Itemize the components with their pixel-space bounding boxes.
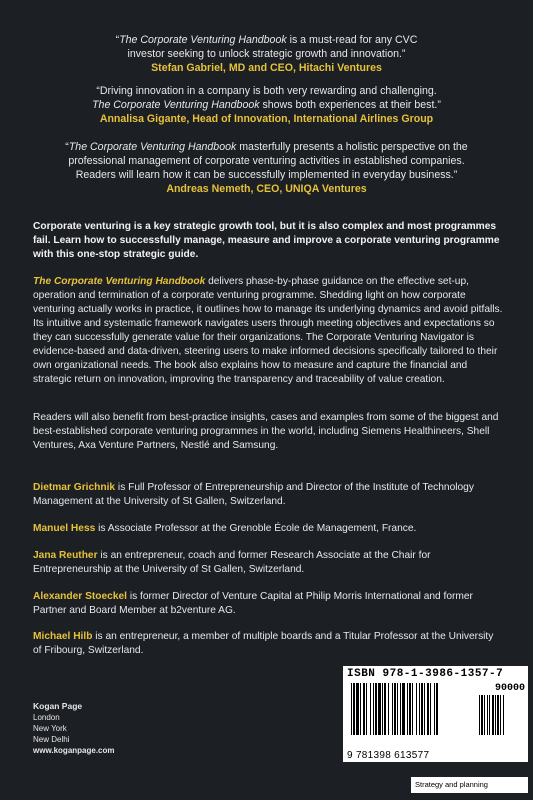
description-book-title: The Corporate Venturing Handbook <box>33 276 206 287</box>
subject-label: Strategy and planning <box>411 777 528 793</box>
quote-3-text-c: Readers will learn how it can be successfully implemented in everyday business.” <box>75 169 458 181</box>
author-bio-text: is former Director of Venture Capital at Philip Morris International and former Partner and Board Member at b2venture AG. <box>33 591 473 616</box>
quote-3-attribution: Andreas Nemeth, CEO, UNIQA Ventures <box>166 183 367 195</box>
author-bio-4 <box>33 590 503 618</box>
quote-1-text-b: investor seeking to unlock strategic growth and innovation.” <box>127 48 406 60</box>
readers-paragraph: Readers will also benefit from best-practice insights, cases and examples from some of the biggest and best-established corporate venturing programmes in the world, including Siemens Healthineers, Shell Ventures, Axa Venture Partners, Nestlé and Samsung. <box>33 412 499 451</box>
quote-3: “The Corporate Venturing Handbook masterfully presents a holistic perspective on the professional management of corporate venturing activities in established companies. Readers will learn how it can be successfully implemented in everyday business.” Andreas Nemeth, CEO, UNIQA Ventures <box>24 140 509 196</box>
author-name: Manuel Hess <box>33 523 96 534</box>
quote-2-text-b: shows both experiences at their best.” <box>259 99 441 111</box>
quote-2-attribution: Annalisa Gigante, Head of Innovation, International Airlines Group <box>99 113 434 125</box>
author-bio-2 <box>33 522 503 536</box>
quote-3-text-b: professional management of corporate venturing activities in established companies. <box>68 155 465 167</box>
author-bio-text: is Full Professor of Entrepreneurship and Director of the Institute of Technology Management at the University of St Gallen, Switzerland. <box>33 482 474 507</box>
publisher-website: www.koganpage.com <box>33 746 115 755</box>
quote-1-title: The Corporate Venturing Handbook <box>119 34 287 46</box>
author-bio-3 <box>33 549 503 577</box>
price-code: 90000 <box>494 683 525 694</box>
publisher-city: London <box>33 713 60 722</box>
publisher-city: New York <box>33 724 67 733</box>
isbn-barcode <box>343 666 528 762</box>
quote-2-title: The Corporate Venturing Handbook <box>92 99 260 111</box>
author-name: Alexander Stoeckel <box>33 591 127 602</box>
barcode-digits: 9 781398 613577 <box>347 750 430 761</box>
author-name: Jana Reuther <box>33 550 98 561</box>
author-bio-1 <box>33 481 503 509</box>
publisher-city: New Delhi <box>33 735 70 744</box>
intro-paragraph: Corporate venturing is a key strategic growth tool, but it is also complex and most programmes fail. Learn how to successfully manage, measure and improve a corporate venturing programme with this one-stop strategic guide. <box>33 221 500 260</box>
quote-2 <box>24 84 509 126</box>
quote-3-text-a: masterfully presents a holistic perspective on the <box>236 141 468 153</box>
isbn-label: ISBN 978-1-3986-1357-7 <box>347 668 504 680</box>
description-text: delivers phase-by-phase guidance on the effective set-up, operation and termination of a corporate venturing programme. Shedding light on how corporate venturing actually works in practice, it outlines how to manage its underlying dynamics and avoid pitfalls. Its intuitive and systematic framework navigates users through meeting objectives and expectations so they can successfully generate value for their organizations. The Corporate Venturing Navigator is evidence-based and data-driven, steering users to make informed decisions specifically tailored to their own organizational needs. The book also explains how to measure and capture the financial and strategic return on innovation, improving the transparency and traceability of value creation. <box>33 276 503 385</box>
author-bio-text: is Associate Professor at the Grenoble École de Management, France. <box>95 523 417 534</box>
author-bio-text: is an entrepreneur, a member of multiple boards and a Titular Professor at the University of Fribourg, Switzerland. <box>33 631 494 656</box>
author-bio-text: is an entrepreneur, coach and former Research Associate at the Chair for Entrepreneurship at the University of St Gallen, Switzerland. <box>33 550 431 575</box>
quote-1-attribution: Stefan Gabriel, MD and CEO, Hitachi Ventures <box>151 62 382 74</box>
quote-1-text-a: is a must-read for any CVC <box>286 34 418 46</box>
quote-2-text-a: “Driving innovation in a company is both very rewarding and challenging. <box>96 85 437 97</box>
quote-3-title: The Corporate Venturing Handbook <box>68 141 237 153</box>
author-name: Michael Hilb <box>33 631 93 642</box>
publisher-block <box>33 701 115 756</box>
quote-1: “The Corporate Venturing Handbook is a must-read for any CVC investor seeking to unlock strategic growth and innovation.” Stefan Gabriel, MD and CEO, Hitachi Ventures <box>24 33 509 75</box>
author-name: Dietmar Grichnik <box>33 482 116 493</box>
publisher-name: Kogan Page <box>33 701 83 711</box>
author-bio-5 <box>33 630 503 658</box>
description-paragraph <box>33 275 503 387</box>
